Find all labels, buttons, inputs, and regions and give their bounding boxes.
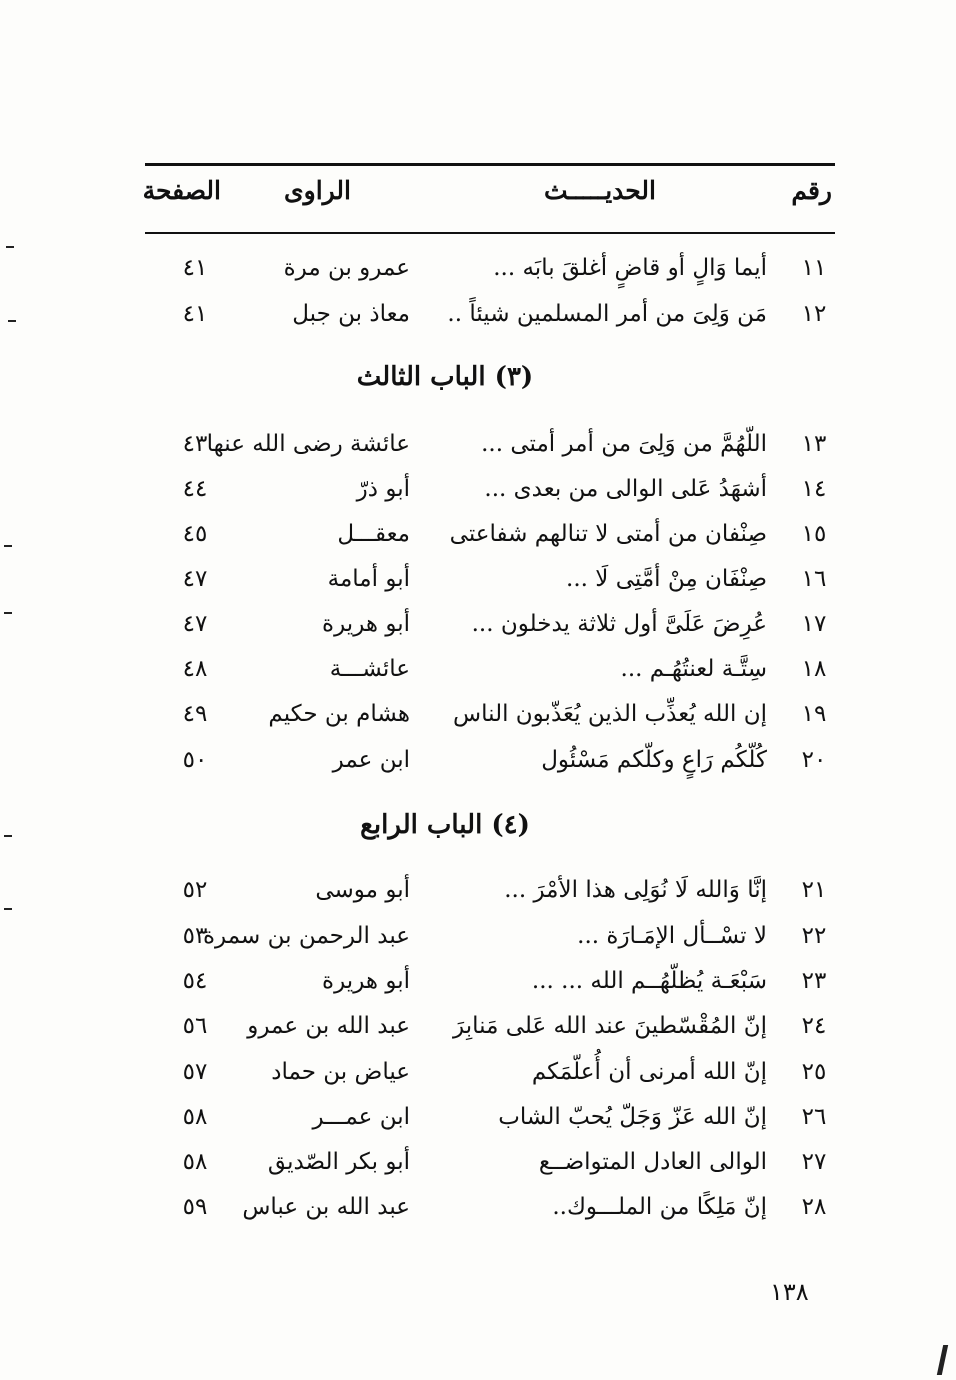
row-narrator: ابن عمـــر xyxy=(312,1104,410,1130)
row-page: ٤١ xyxy=(182,255,208,281)
row-narrator: أبو هريرة xyxy=(322,968,410,994)
table-row xyxy=(145,916,835,956)
table-row xyxy=(145,248,835,288)
row-narrator: عبد الرحمن بن سمرة xyxy=(203,923,410,949)
table-row xyxy=(145,740,835,780)
row-number: ١٢ xyxy=(801,301,827,327)
row-page: ٥٤ xyxy=(182,968,208,994)
scan-mark xyxy=(937,1345,948,1375)
row-narrator: ابن عمر xyxy=(332,747,410,773)
row-narrator: أبو ذرّ xyxy=(356,476,410,502)
row-hadith: إنَّا وَالله لَا نُوَلِى هذا الأمْرَ ... xyxy=(504,877,767,903)
row-narrator: أبو موسى xyxy=(315,877,410,903)
row-hadith: سِتَّـة لعنتُهُـم ... xyxy=(620,656,767,682)
row-page: ٤٨ xyxy=(182,656,208,682)
row-narrator: عائشـــة xyxy=(329,656,410,682)
row-number: ٢١ xyxy=(801,877,827,903)
row-page: ٤٥ xyxy=(182,521,208,547)
header-number: رقم xyxy=(791,176,832,205)
row-hadith: اللّهُمَّ من وَلِىَ من أمر أمتى ... xyxy=(481,431,767,457)
scan-mark xyxy=(4,612,12,614)
row-number: ٢٠ xyxy=(801,747,827,773)
table-row xyxy=(145,1006,835,1046)
row-hadith: إن الله يُعذِّب الذين يُعَذّبون الناس xyxy=(453,701,767,727)
row-page: ٤٣ xyxy=(182,431,208,457)
row-hadith: لا تسْــأل الإمَـارَة ... xyxy=(577,923,767,949)
row-number: ١٦ xyxy=(801,566,827,592)
scan-mark xyxy=(6,246,14,248)
table-row xyxy=(145,1052,835,1092)
row-hadith: عُرِضَ عَلَىَّ أول ثلاثة يدخلون ... xyxy=(471,611,767,637)
row-number: ١٤ xyxy=(801,476,827,502)
row-page: ٥٩ xyxy=(182,1194,208,1220)
table-row xyxy=(145,604,835,644)
row-narrator: معاذ بن جبل xyxy=(292,301,410,327)
row-narrator: أبو أمامة xyxy=(327,566,410,592)
row-narrator: هشام بن حكيم xyxy=(268,701,410,727)
row-number: ١٥ xyxy=(801,521,827,547)
row-number: ٢٢ xyxy=(801,923,827,949)
row-hadith: أشهَدُ عَلى الوالى من بعدى ... xyxy=(484,476,767,502)
table-top-rule xyxy=(145,163,835,166)
row-page: ٤١ xyxy=(182,301,208,327)
row-number: ١٧ xyxy=(801,611,827,637)
section-title: (٣) الباب الثالث xyxy=(356,362,534,392)
row-page: ٤٧ xyxy=(182,566,208,592)
row-hadith: صِنْفان من أمتى لا تنالهم شفاعتى xyxy=(449,521,767,547)
row-narrator: عمرو بن مرة xyxy=(283,255,410,281)
row-page: ٥٨ xyxy=(182,1104,208,1130)
row-hadith: مَن وَلِىَ من أمر المسلمين شيئاً .. xyxy=(447,301,767,327)
table-row xyxy=(145,1097,835,1137)
table-row xyxy=(145,424,835,464)
scan-mark xyxy=(4,835,12,837)
row-hadith: كُلّكُم رَاعٍ وكلّكم مَسْئُول xyxy=(541,747,767,773)
row-page: ٥٠ xyxy=(182,747,208,773)
table-row xyxy=(145,694,835,734)
section-title: (٤) الباب الرابع xyxy=(360,810,530,840)
row-narrator: عبد الله بن عمرو xyxy=(247,1013,410,1039)
row-page: ٥٣ xyxy=(182,923,208,949)
table-row xyxy=(145,961,835,1001)
table-row xyxy=(145,1187,835,1227)
section-heading-4 xyxy=(145,810,835,840)
row-number: ١٨ xyxy=(801,656,827,682)
row-page: ٥٢ xyxy=(182,877,208,903)
table-row xyxy=(145,1142,835,1182)
row-hadith: إنّ مَلِكًا من الملـــوك.. xyxy=(552,1194,767,1220)
row-page: ٥٦ xyxy=(182,1013,208,1039)
row-hadith: إنّ الله أمرنى أن أُعلّمَكم xyxy=(531,1059,767,1085)
row-hadith: أيما وَالٍ أو قاضٍ أغلقَ بابَه ... xyxy=(493,255,767,281)
section-heading-3 xyxy=(145,362,835,392)
scan-mark xyxy=(4,545,12,547)
row-number: ٢٥ xyxy=(801,1059,827,1085)
row-number: ٢٦ xyxy=(801,1104,827,1130)
row-number: ١١ xyxy=(801,255,827,281)
header-hadith: الحديـــــث xyxy=(544,176,656,205)
row-narrator: معقـــل xyxy=(337,521,410,547)
row-narrator: عائشة رضى الله عنها xyxy=(206,431,410,457)
row-narrator: أبو بكر الصّديق xyxy=(267,1149,410,1175)
header-page: الصفحة xyxy=(142,176,221,205)
table-row xyxy=(145,559,835,599)
header-narrator: الراوى xyxy=(284,176,351,205)
row-number: ١٩ xyxy=(801,701,827,727)
table-header-rule xyxy=(145,232,835,234)
table-row xyxy=(145,469,835,509)
row-number: ٢٧ xyxy=(801,1149,827,1175)
row-hadith: إنّ المُقْسّطينَ عند الله عَلى مَنابِرَ xyxy=(453,1013,767,1039)
row-number: ٢٣ xyxy=(801,968,827,994)
table-row xyxy=(145,514,835,554)
row-number: ٢٤ xyxy=(801,1013,827,1039)
scan-mark xyxy=(4,908,12,910)
table-row xyxy=(145,294,835,334)
row-number: ١٣ xyxy=(801,431,827,457)
row-hadith: سَبْعَـة يُظلّهُــم الله ... ... xyxy=(531,968,767,994)
row-page: ٥٨ xyxy=(182,1149,208,1175)
scan-mark xyxy=(8,320,16,322)
row-page: ٤٤ xyxy=(182,476,208,502)
row-narrator: أبو هريرة xyxy=(322,611,410,637)
row-hadith: صِنْفَان مِنْ أمَّتِى لَا ... xyxy=(566,566,767,592)
page-number: ١٣٨ xyxy=(770,1278,809,1306)
table-row xyxy=(145,870,835,910)
row-page: ٥٧ xyxy=(182,1059,208,1085)
row-narrator: عبد الله بن عباس xyxy=(242,1194,410,1220)
row-hadith: الوالى العادل المتواضــع xyxy=(538,1149,767,1175)
row-page: ٤٩ xyxy=(182,701,208,727)
row-page: ٤٧ xyxy=(182,611,208,637)
table-row xyxy=(145,649,835,689)
row-hadith: إنّ الله عَزّ وَجَلّ يُحبّ الشاب xyxy=(498,1104,767,1130)
row-number: ٢٨ xyxy=(801,1194,827,1220)
row-narrator: عياض بن حماد xyxy=(271,1059,410,1085)
